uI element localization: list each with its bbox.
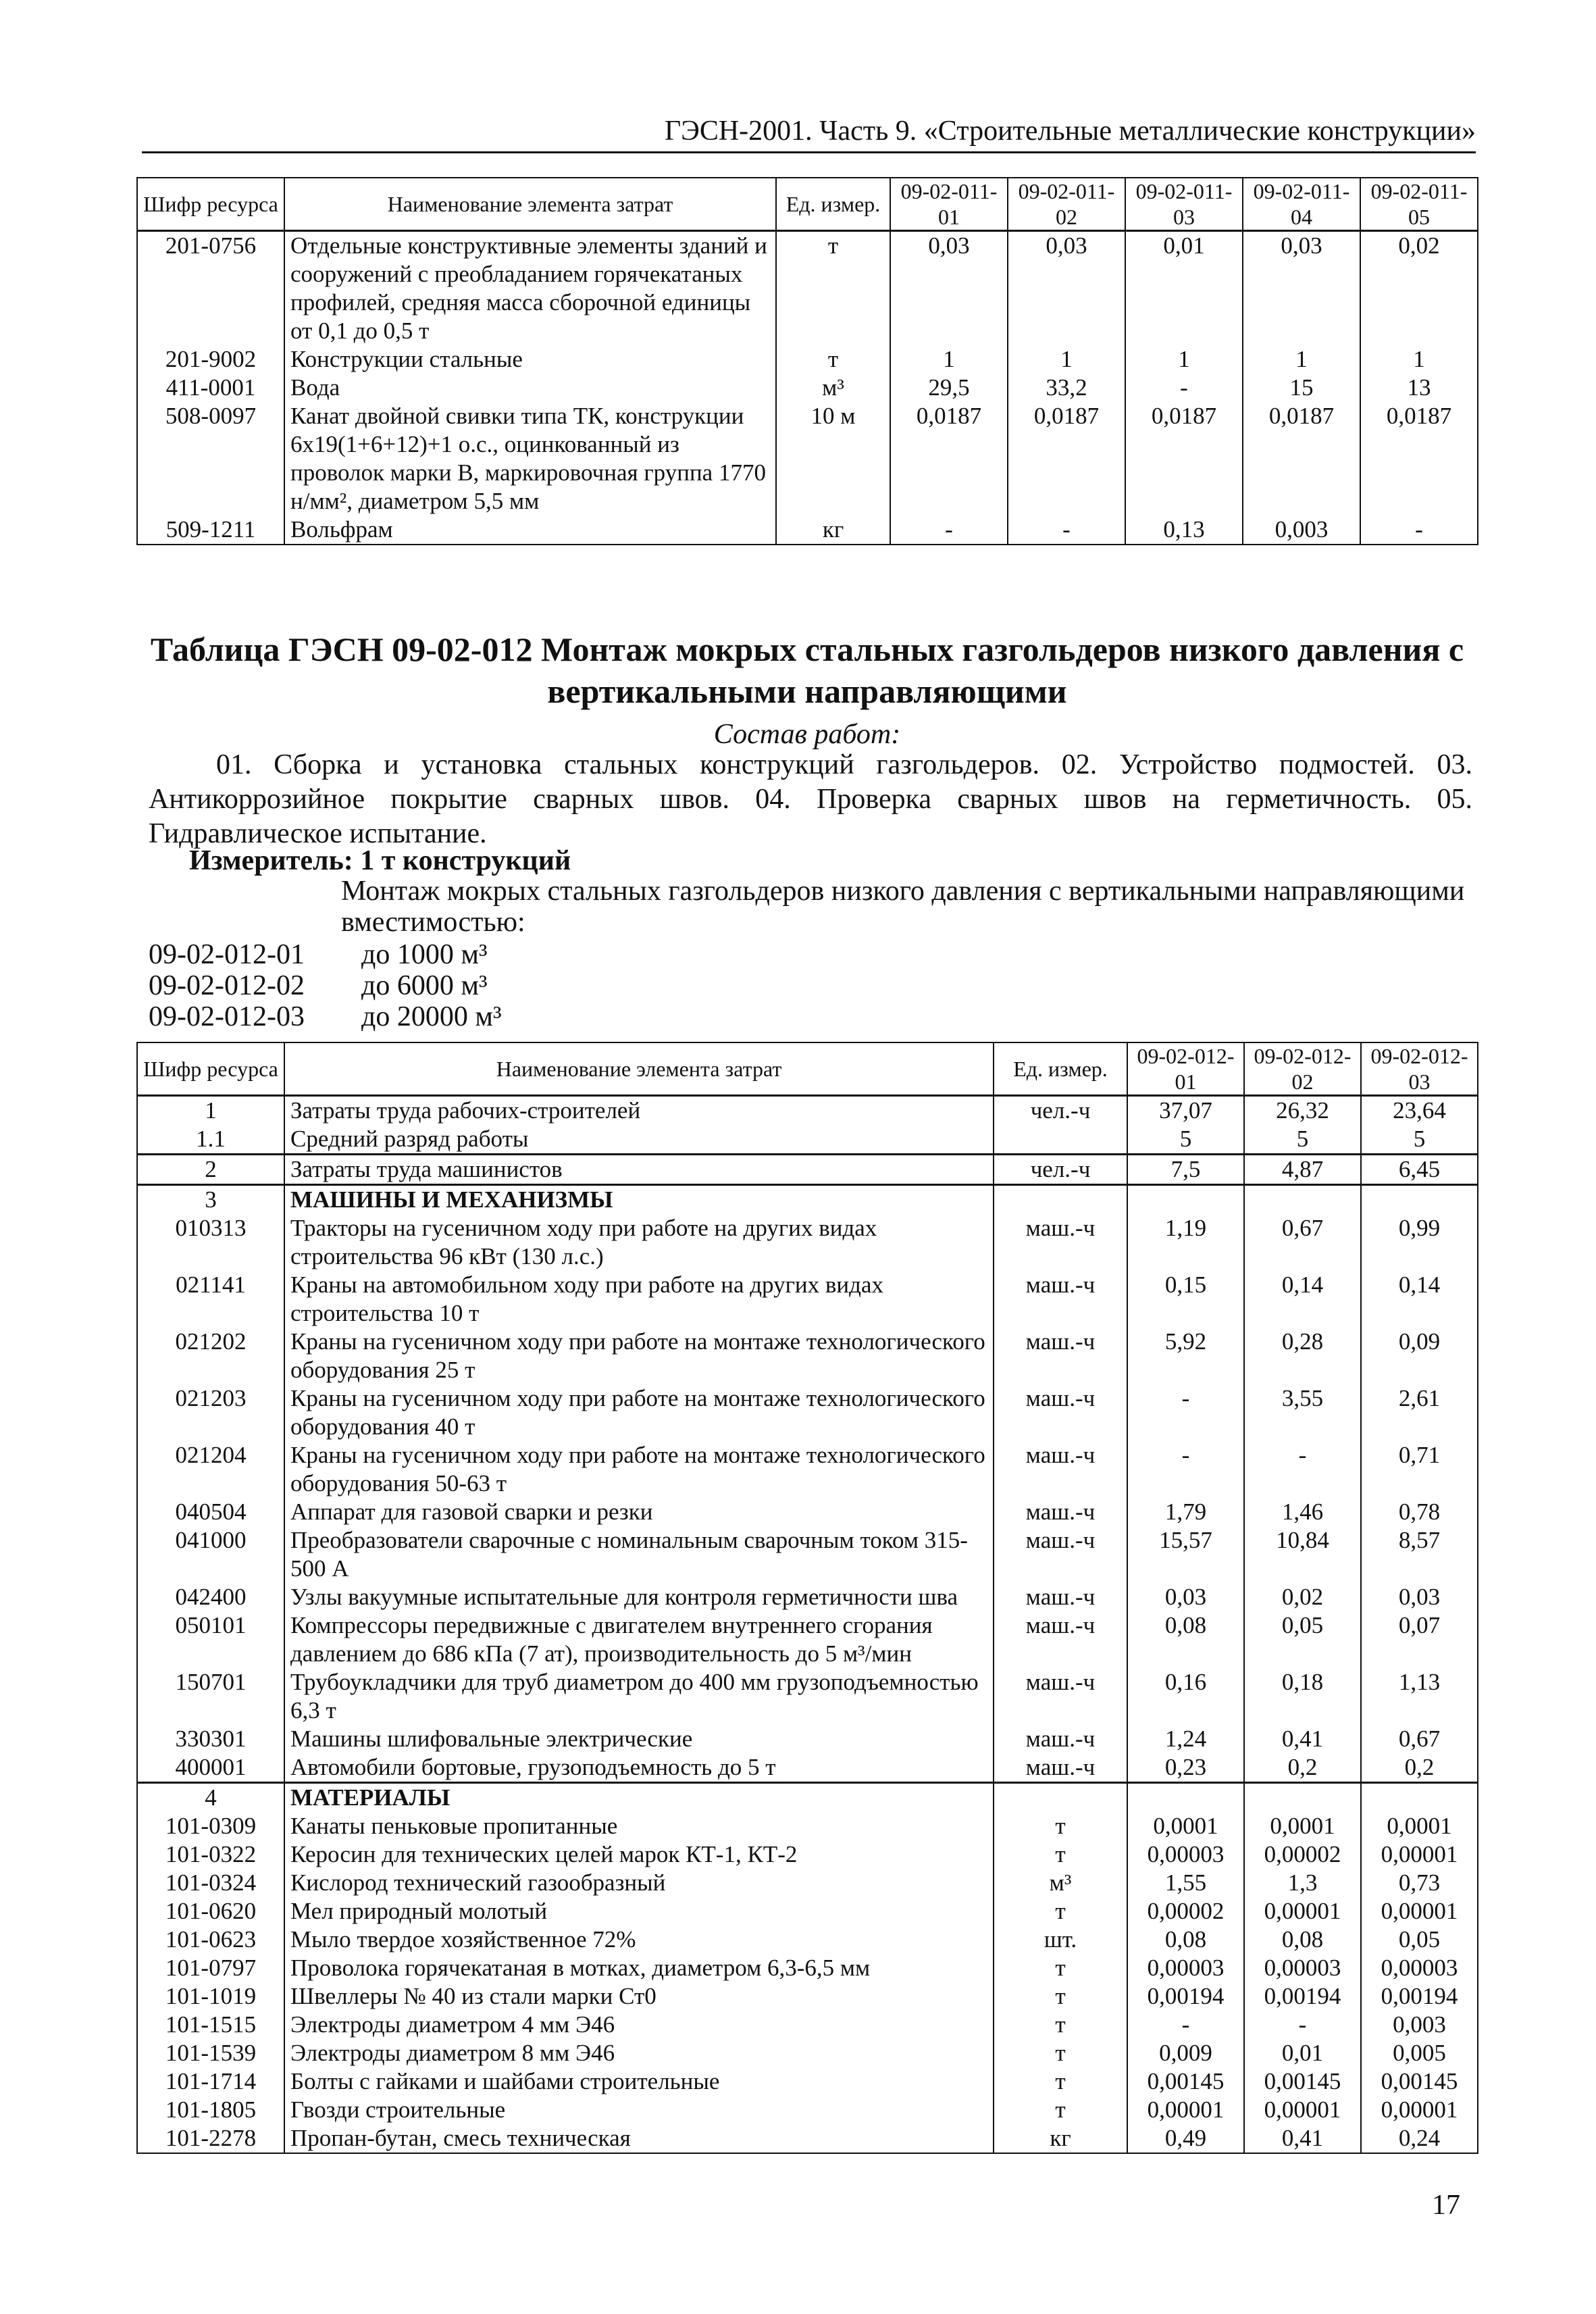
- column-header-code: Шифр ресурса: [137, 178, 284, 231]
- cell-name: Швеллеры № 40 из стали марки Ст0: [284, 1982, 994, 2011]
- cell-code: 101-1539: [137, 2039, 284, 2067]
- cell-value: 0,02: [1360, 231, 1478, 346]
- cell-value: 0,24: [1361, 2124, 1478, 2153]
- cell-name: Тракторы на гусеничном ходу при работе на других видах строительства 96 кВт (130 л.с.): [284, 1214, 994, 1271]
- cell-code: 201-0756: [137, 231, 284, 346]
- cell-code: 411-0001: [137, 374, 284, 402]
- cell-code: 101-0797: [137, 1954, 284, 1982]
- cell-code: 400001: [137, 1753, 284, 1783]
- cell-value: 1: [1360, 345, 1478, 374]
- table-row: [137, 1897, 1478, 1926]
- cell-code: 101-1515: [137, 2011, 284, 2039]
- cell-name: Узлы вакуумные испытательные для контроля герметичности шва: [284, 1583, 994, 1611]
- cell-code: 042400: [137, 1583, 284, 1611]
- cell-name: Средний разряд работы: [284, 1125, 994, 1155]
- composition-label: Состав работ:: [713, 719, 901, 750]
- table-row: [137, 231, 1478, 346]
- cell-value: -: [1127, 1441, 1244, 1498]
- cell-value: 0,00001: [1361, 2096, 1478, 2124]
- table-row: [137, 1812, 1478, 1840]
- cell-value: [1244, 1185, 1361, 1215]
- cell-unit: маш.-ч: [994, 1328, 1127, 1384]
- cell-code: 101-1805: [137, 2096, 284, 2124]
- cell-code: 3: [137, 1185, 284, 1215]
- cell-code: 101-2278: [137, 2124, 284, 2153]
- table-row: [137, 1498, 1478, 1526]
- cell-value: 0,05: [1361, 1926, 1478, 1954]
- cell-name: Отдельные конструктивные элементы зданий и сооружений с преобладанием горячекатаных профилей, средняя масса сборочной единицы от 0,1 до 0,5 т: [284, 231, 776, 346]
- cell-code: 050101: [137, 1611, 284, 1668]
- cell-unit: маш.-ч: [994, 1271, 1127, 1328]
- cell-code: 040504: [137, 1498, 284, 1526]
- cell-value: -: [890, 515, 1008, 545]
- cell-value: 0,15: [1127, 1271, 1244, 1328]
- cell-value: -: [1244, 1441, 1361, 1498]
- table-row: [137, 1668, 1478, 1725]
- cell-value: [1127, 1783, 1244, 1813]
- column-header-norm: 09-02-011-02: [1008, 178, 1125, 231]
- cell-value: 0,0187: [1125, 402, 1243, 515]
- cell-value: 0,78: [1361, 1498, 1478, 1526]
- cell-value: 29,5: [890, 374, 1008, 402]
- cell-value: 0,67: [1244, 1214, 1361, 1271]
- cell-name: Мыло твердое хозяйственное 72%: [284, 1926, 994, 1954]
- table-row: [137, 1926, 1478, 1954]
- cell-value: 23,64: [1361, 1096, 1478, 1126]
- cell-value: 1,79: [1127, 1498, 1244, 1526]
- cell-unit: шт.: [994, 1926, 1127, 1954]
- cell-code: 4: [137, 1783, 284, 1813]
- cell-value: 0,08: [1244, 1926, 1361, 1954]
- cell-value: 0,73: [1361, 1869, 1478, 1897]
- cell-name: Автомобили бортовые, грузоподъемность до 5 т: [284, 1753, 994, 1783]
- cell-value: 5: [1244, 1125, 1361, 1155]
- resource-table-011: [136, 177, 1478, 545]
- cell-value: -: [1125, 374, 1243, 402]
- cell-unit: маш.-ч: [994, 1214, 1127, 1271]
- cell-code: 101-1714: [137, 2067, 284, 2096]
- cell-name: Затраты труда машинистов: [284, 1155, 994, 1185]
- cell-value: 0,00194: [1244, 1982, 1361, 2011]
- composition-text: 01. Сборка и установка стальных конструкций газгольдеров. 02. Устройство подмостей. 03. Антикоррозийное покрытие сварных швов. 04. Проверка сварных швов на герметичность. 05. Гидравлическое испытание.: [149, 749, 1472, 849]
- cell-code: 041000: [137, 1526, 284, 1583]
- column-header-unit: Ед. измер.: [776, 178, 890, 231]
- cell-value: 0,03: [1127, 1583, 1244, 1611]
- cell-unit: маш.-ч: [994, 1498, 1127, 1526]
- cell-code: 021204: [137, 1441, 284, 1498]
- cell-name: Пропан-бутан, смесь техническая: [284, 2124, 994, 2153]
- cell-value: [1127, 1185, 1244, 1215]
- cell-value: 0,14: [1244, 1271, 1361, 1328]
- cell-value: 1,55: [1127, 1869, 1244, 1897]
- cell-value: 0,03: [1361, 1583, 1478, 1611]
- variant-text: до 20000 м³: [361, 1001, 502, 1032]
- cell-value: 0,00194: [1361, 1982, 1478, 2011]
- cell-value: 0,02: [1244, 1583, 1361, 1611]
- cell-name: Керосин для технических целей марок КТ-1, КТ-2: [284, 1840, 994, 1869]
- cell-value: 0,00002: [1244, 1840, 1361, 1869]
- cell-value: 0,08: [1127, 1926, 1244, 1954]
- cell-value: 1,24: [1127, 1725, 1244, 1753]
- cell-value: 1,46: [1244, 1498, 1361, 1526]
- cell-value: 0,13: [1125, 515, 1243, 545]
- variant-code: 09-02-012-03: [149, 1001, 305, 1032]
- table-row: [137, 1096, 1478, 1126]
- cell-value: 0,28: [1244, 1328, 1361, 1384]
- cell-value: 15: [1243, 374, 1360, 402]
- column-header-norm: 09-02-012-02: [1244, 1042, 1361, 1096]
- cell-unit: т: [994, 2096, 1127, 2124]
- cell-value: 0,00145: [1361, 2067, 1478, 2096]
- table-header-row: [137, 178, 1478, 231]
- cell-value: 0,00003: [1127, 1954, 1244, 1982]
- cell-value: -: [1244, 2011, 1361, 2039]
- cell-unit: маш.-ч: [994, 1725, 1127, 1753]
- cell-code: 201-9002: [137, 345, 284, 374]
- cell-unit: м³: [776, 374, 890, 402]
- cell-value: 0,003: [1243, 515, 1360, 545]
- column-header-norm: 09-02-011-04: [1243, 178, 1360, 231]
- cell-value: -: [1008, 515, 1125, 545]
- cell-name: Гвозди строительные: [284, 2096, 994, 2124]
- cell-unit: т: [994, 1982, 1127, 2011]
- table-row: [137, 2011, 1478, 2039]
- table-row: [137, 1954, 1478, 1982]
- cell-value: 0,00145: [1127, 2067, 1244, 2096]
- column-header-name: Наименование элемента затрат: [284, 178, 776, 231]
- cell-value: 1,3: [1244, 1869, 1361, 1897]
- cell-code: 021203: [137, 1384, 284, 1441]
- cell-value: 1,19: [1127, 1214, 1244, 1271]
- cell-code: 2: [137, 1155, 284, 1185]
- table-title: Таблица ГЭСН 09-02-012 Монтаж мокрых стальных газгольдеров низкого давления с вертикальными направляющими: [150, 630, 1464, 710]
- variant-text: до 1000 м³: [361, 939, 488, 970]
- column-header-norm: 09-02-011-03: [1125, 178, 1243, 231]
- cell-name: Электроды диаметром 8 мм Э46: [284, 2039, 994, 2067]
- cell-value: 0,03: [1008, 231, 1125, 346]
- cell-code: 021141: [137, 1271, 284, 1328]
- cell-name: Электроды диаметром 4 мм Э46: [284, 2011, 994, 2039]
- table-row: [137, 1328, 1478, 1384]
- cell-value: 5: [1127, 1125, 1244, 1155]
- cell-value: 26,32: [1244, 1096, 1361, 1126]
- cell-name: Канаты пеньковые пропитанные: [284, 1812, 994, 1840]
- cell-unit: м³: [994, 1869, 1127, 1897]
- table-row: [137, 1982, 1478, 2011]
- table-row: [137, 2067, 1478, 2096]
- cell-value: 0,14: [1361, 1271, 1478, 1328]
- table-row: [137, 1384, 1478, 1441]
- cell-unit: маш.-ч: [994, 1611, 1127, 1668]
- table-row: [137, 1725, 1478, 1753]
- cell-value: 13: [1360, 374, 1478, 402]
- cell-value: 0,00145: [1244, 2067, 1361, 2096]
- cell-code: 021202: [137, 1328, 284, 1384]
- cell-value: 0,08: [1127, 1611, 1244, 1668]
- cell-code: 010313: [137, 1214, 284, 1271]
- cell-name: Конструкции стальные: [284, 345, 776, 374]
- cell-value: 0,00002: [1127, 1897, 1244, 1926]
- table-row: [137, 1526, 1478, 1583]
- cell-value: -: [1127, 2011, 1244, 2039]
- resource-table-012: [136, 1042, 1478, 2154]
- cell-unit: т: [994, 2067, 1127, 2096]
- cell-value: 0,00001: [1361, 1897, 1478, 1926]
- cell-value: 0,2: [1244, 1753, 1361, 1783]
- cell-value: 0,0187: [1008, 402, 1125, 515]
- table-row: [137, 2096, 1478, 2124]
- column-header-norm: 09-02-011-05: [1360, 178, 1478, 231]
- cell-unit: [994, 1185, 1127, 1215]
- cell-code: 1.1: [137, 1125, 284, 1155]
- cell-value: 0,03: [890, 231, 1008, 346]
- cell-code: 101-1019: [137, 1982, 284, 2011]
- cell-code: 101-0620: [137, 1897, 284, 1926]
- cell-value: 0,03: [1243, 231, 1360, 346]
- cell-value: 5: [1361, 1125, 1478, 1155]
- cell-name: Машины шлифовальные электрические: [284, 1725, 994, 1753]
- cell-value: -: [1127, 1384, 1244, 1441]
- cell-name: Проволока горячекатаная в мотках, диаметром 6,3-6,5 мм: [284, 1954, 994, 1982]
- cell-value: 8,57: [1361, 1526, 1478, 1583]
- cell-unit: маш.-ч: [994, 1753, 1127, 1783]
- cell-unit: маш.-ч: [994, 1441, 1127, 1498]
- cell-value: 0,01: [1125, 231, 1243, 346]
- cell-name: Вода: [284, 374, 776, 402]
- cell-value: [1361, 1783, 1478, 1813]
- column-header-norm: 09-02-012-01: [1127, 1042, 1244, 1096]
- table-row: [137, 1611, 1478, 1668]
- cell-value: 5,92: [1127, 1328, 1244, 1384]
- cell-value: 15,57: [1127, 1526, 1244, 1583]
- cell-name: Трубоукладчики для труб диаметром до 400 мм грузоподъемностью 6,3 т: [284, 1668, 994, 1725]
- cell-value: 0,00194: [1127, 1982, 1244, 2011]
- variant-code: 09-02-012-02: [149, 970, 305, 1001]
- cell-code: 1: [137, 1096, 284, 1126]
- variant-line: [149, 970, 488, 1002]
- table-row: [137, 1155, 1478, 1185]
- cell-value: 0,00001: [1244, 2096, 1361, 2124]
- cell-name: Мел природный молотый: [284, 1897, 994, 1926]
- page-number: 17: [1432, 2190, 1460, 2221]
- cell-unit: т: [994, 2011, 1127, 2039]
- cell-code: 509-1211: [137, 515, 284, 545]
- table-row: [137, 374, 1478, 402]
- table-row: [137, 1840, 1478, 1869]
- cell-value: 1: [1008, 345, 1125, 374]
- table-row: [137, 402, 1478, 515]
- cell-value: 0,71: [1361, 1441, 1478, 1498]
- table-row: [137, 1441, 1478, 1498]
- cell-unit: т: [994, 1897, 1127, 1926]
- table-header-row: [137, 1042, 1478, 1096]
- cell-unit: маш.-ч: [994, 1583, 1127, 1611]
- cell-unit: маш.-ч: [994, 1668, 1127, 1725]
- cell-value: 0,00001: [1127, 2096, 1244, 2124]
- table-row: [137, 345, 1478, 374]
- cell-unit: чел.-ч: [994, 1096, 1127, 1126]
- cell-value: 0,41: [1244, 2124, 1361, 2153]
- cell-value: 6,45: [1361, 1155, 1478, 1185]
- variant-line: [149, 938, 488, 971]
- cell-value: [1361, 1185, 1478, 1215]
- cell-code: 150701: [137, 1668, 284, 1725]
- table-row: [137, 2039, 1478, 2067]
- cell-value: 1: [1125, 345, 1243, 374]
- cell-unit: кг: [994, 2124, 1127, 2153]
- cell-unit: кг: [776, 515, 890, 545]
- table-row: [137, 1783, 1478, 1813]
- cell-value: 1: [890, 345, 1008, 374]
- cell-value: 0,07: [1361, 1611, 1478, 1668]
- cell-name: МАТЕРИАЛЫ: [284, 1783, 994, 1813]
- cell-value: 0,16: [1127, 1668, 1244, 1725]
- work-description: Монтаж мокрых стальных газгольдеров низкого давления с вертикальными направляющими вместимостью:: [341, 876, 1465, 938]
- table-row: [137, 1214, 1478, 1271]
- cell-value: 0,01: [1244, 2039, 1361, 2067]
- cell-value: 0,003: [1361, 2011, 1478, 2039]
- cell-unit: [994, 1783, 1127, 1813]
- cell-unit: маш.-ч: [994, 1526, 1127, 1583]
- cell-value: 0,00003: [1361, 1954, 1478, 1982]
- table-row: [137, 1583, 1478, 1611]
- cell-value: 10,84: [1244, 1526, 1361, 1583]
- cell-value: 0,05: [1244, 1611, 1361, 1668]
- cell-value: 3,55: [1244, 1384, 1361, 1441]
- running-header: ГЭСН-2001. Часть 9. «Строительные металлические конструкции»: [142, 115, 1476, 153]
- cell-name: Преобразователи сварочные с номинальным сварочным током 315-500 А: [284, 1526, 994, 1583]
- cell-unit: маш.-ч: [994, 1384, 1127, 1441]
- cell-name: Болты с гайками и шайбами строительные: [284, 2067, 994, 2096]
- column-header-norm: 09-02-012-03: [1361, 1042, 1478, 1096]
- column-header-unit: Ед. измер.: [994, 1042, 1127, 1096]
- cell-name: Вольфрам: [284, 515, 776, 545]
- cell-value: 0,00003: [1244, 1954, 1361, 1982]
- cell-unit: т: [776, 345, 890, 374]
- cell-value: 0,0187: [1360, 402, 1478, 515]
- cell-name: Компрессоры передвижные с двигателем внутреннего сгорания давлением до 686 кПа (7 ат), производительность до 5 м³/мин: [284, 1611, 994, 1668]
- cell-value: -: [1360, 515, 1478, 545]
- cell-value: 0,18: [1244, 1668, 1361, 1725]
- cell-unit: т: [994, 1812, 1127, 1840]
- cell-value: 7,5: [1127, 1155, 1244, 1185]
- cell-code: 330301: [137, 1725, 284, 1753]
- cell-value: [1244, 1783, 1361, 1813]
- cell-code: 101-0322: [137, 1840, 284, 1869]
- variant-line: [149, 1001, 502, 1033]
- cell-unit: 10 м: [776, 402, 890, 515]
- cell-name: Кислород технический газообразный: [284, 1869, 994, 1897]
- cell-value: 2,61: [1361, 1384, 1478, 1441]
- cell-value: 0,0001: [1127, 1812, 1244, 1840]
- cell-value: 0,009: [1127, 2039, 1244, 2067]
- cell-name: Аппарат для газовой сварки и резки: [284, 1498, 994, 1526]
- table-row: [137, 1869, 1478, 1897]
- table-row: [137, 1185, 1478, 1215]
- cell-name: Краны на гусеничном ходу при работе на монтаже технологического оборудования 50-63 т: [284, 1441, 994, 1498]
- cell-value: 0,00003: [1127, 1840, 1244, 1869]
- cell-value: 0,005: [1361, 2039, 1478, 2067]
- cell-unit: чел.-ч: [994, 1155, 1127, 1185]
- cell-value: 37,07: [1127, 1096, 1244, 1126]
- cell-value: 0,00001: [1244, 1897, 1361, 1926]
- cell-value: 33,2: [1008, 374, 1125, 402]
- cell-unit: [994, 1125, 1127, 1155]
- cell-unit: т: [994, 2039, 1127, 2067]
- cell-code: 101-0309: [137, 1812, 284, 1840]
- cell-value: 0,00001: [1361, 1840, 1478, 1869]
- cell-value: 4,87: [1244, 1155, 1361, 1185]
- cell-value: 1: [1243, 345, 1360, 374]
- cell-value: 0,0187: [1243, 402, 1360, 515]
- cell-value: 0,0001: [1361, 1812, 1478, 1840]
- cell-code: 101-0623: [137, 1926, 284, 1954]
- table-row: [137, 2124, 1478, 2153]
- cell-unit: т: [776, 231, 890, 346]
- cell-unit: т: [994, 1840, 1127, 1869]
- cell-value: 1,13: [1361, 1668, 1478, 1725]
- column-header-name: Наименование элемента затрат: [284, 1042, 994, 1096]
- cell-value: 0,49: [1127, 2124, 1244, 2153]
- cell-code: 101-0324: [137, 1869, 284, 1897]
- cell-unit: т: [994, 1954, 1127, 1982]
- cell-value: 0,09: [1361, 1328, 1478, 1384]
- cell-value: 0,67: [1361, 1725, 1478, 1753]
- column-header-code: Шифр ресурса: [137, 1042, 284, 1096]
- cell-name: Краны на гусеничном ходу при работе на монтаже технологического оборудования 40 т: [284, 1384, 994, 1441]
- table-row: [137, 1125, 1478, 1155]
- cell-name: МАШИНЫ И МЕХАНИЗМЫ: [284, 1185, 994, 1215]
- cell-value: 0,41: [1244, 1725, 1361, 1753]
- cell-code: 508-0097: [137, 402, 284, 515]
- cell-value: 0,2: [1361, 1753, 1478, 1783]
- table-row: [137, 1753, 1478, 1783]
- column-header-norm: 09-02-011-01: [890, 178, 1008, 231]
- cell-value: 0,99: [1361, 1214, 1478, 1271]
- cell-value: 0,0001: [1244, 1812, 1361, 1840]
- cell-value: 0,0187: [890, 402, 1008, 515]
- cell-name: Краны на автомобильном ходу при работе на других видах строительства 10 т: [284, 1271, 994, 1328]
- cell-name: Краны на гусеничном ходу при работе на монтаже технологического оборудования 25 т: [284, 1328, 994, 1384]
- variant-code: 09-02-012-01: [149, 939, 305, 970]
- cell-name: Затраты труда рабочих-строителей: [284, 1096, 994, 1126]
- cell-name: Канат двойной свивки типа ТК, конструкции 6х19(1+6+12)+1 о.с., оцинкованный из проволок марки В, маркировочная группа 1770 н/мм², диаметром 5,5 мм: [284, 402, 776, 515]
- table-row: [137, 515, 1478, 545]
- cell-value: 0,23: [1127, 1753, 1244, 1783]
- variant-text: до 6000 м³: [361, 970, 488, 1001]
- table-row: [137, 1271, 1478, 1328]
- measure-unit: Измеритель: 1 т конструкций: [189, 845, 571, 876]
